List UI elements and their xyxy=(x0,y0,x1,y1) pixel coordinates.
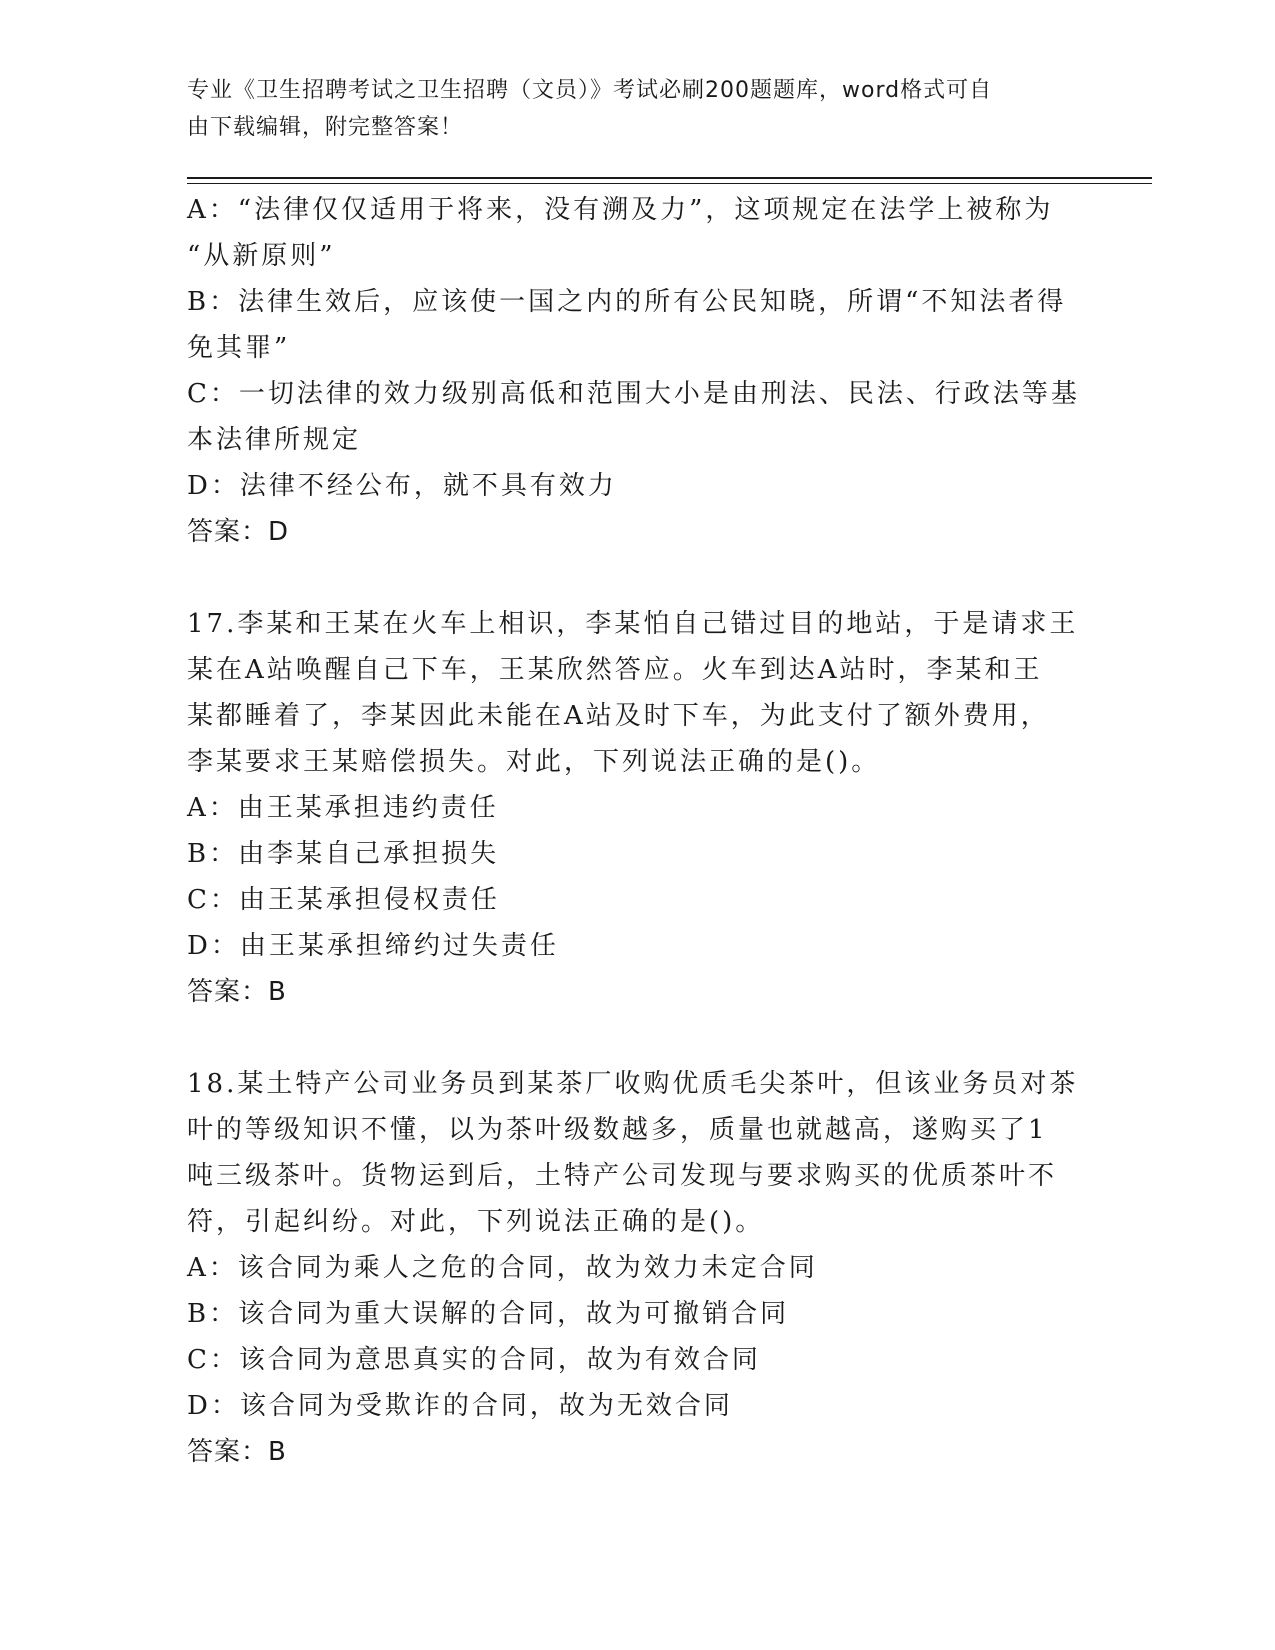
question-17 xyxy=(187,601,1087,1015)
q17-option-d: D：由王某承担缔约过失责任 xyxy=(187,931,559,961)
q17-option-c: C：由王某承担侵权责任 xyxy=(187,885,500,915)
spacer xyxy=(187,555,1087,601)
q17-stem-line-3: 某都睡着了，李某因此未能在A站及时下车，为此支付了额外费用， xyxy=(187,701,1050,731)
q18-stem-line-4: 符，引起纠纷。对此，下列说法正确的是()。 xyxy=(187,1207,765,1237)
q17-stem-line-1: 17.李某和王某在火车上相识，李某怕自己错过目的地站，于是请求王 xyxy=(187,609,1079,639)
q17-answer: 答案：B xyxy=(187,977,287,1007)
header-divider-thick xyxy=(187,177,1152,179)
header-line-2: 由下载编辑，附完整答案！ xyxy=(187,115,464,140)
q18-stem-line-1: 18.某土特产公司业务员到某茶厂收购优质毛尖茶叶，但该业务员对茶 xyxy=(187,1069,1079,1099)
q16-option-d: D：法律不经公布，就不具有效力 xyxy=(187,471,617,501)
question-content xyxy=(187,187,1087,1475)
q18-option-d: D：该合同为受欺诈的合同，故为无效合同 xyxy=(187,1391,733,1421)
q17-option-a: A：由王某承担违约责任 xyxy=(187,793,499,823)
q18-option-a: A：该合同为乘人之危的合同，故为效力未定合同 xyxy=(187,1253,818,1283)
question-18 xyxy=(187,1061,1087,1475)
q17-stem-line-2: 某在A站唤醒自己下车，王某欣然答应。火车到达A站时，李某和王 xyxy=(187,655,1043,685)
q16-option-b-line-2: 免其罪” xyxy=(187,333,291,363)
q18-stem-line-3: 吨三级茶叶。货物运到后，土特产公司发现与要求购买的优质茶叶不 xyxy=(187,1161,1058,1191)
header-line-1: 专业《卫生招聘考试之卫生招聘（文员）》考试必刷200题题库，word格式可自 xyxy=(187,78,993,103)
q17-stem-line-4: 李某要求王某赔偿损失。对此，下列说法正确的是()。 xyxy=(187,747,881,777)
q18-answer: 答案：B xyxy=(187,1437,287,1467)
q16-option-a-line-2: “从新原则” xyxy=(187,241,336,271)
header-divider-thin xyxy=(187,183,1152,184)
q17-option-b: B：由李某自己承担损失 xyxy=(187,839,500,869)
q18-option-c: C：该合同为意思真实的合同，故为有效合同 xyxy=(187,1345,761,1375)
q18-stem-line-2: 叶的等级知识不懂，以为茶叶级数越多，质量也就越高，遂购买了1 xyxy=(187,1115,1048,1145)
document-header xyxy=(187,72,1067,146)
q16-option-a-line-1: A：“法律仅仅适用于将来，没有溯及力”，这项规定在法学上被称为 xyxy=(187,195,1054,225)
q16-option-b-line-1: B：法律生效后，应该使一国之内的所有公民知晓，所谓“不知法者得 xyxy=(187,287,1067,317)
q16-option-c-line-1: C：一切法律的效力级别高低和范围大小是由刑法、民法、行政法等基 xyxy=(187,379,1080,409)
spacer xyxy=(187,1015,1087,1061)
q18-option-b: B：该合同为重大误解的合同，故为可撤销合同 xyxy=(187,1299,790,1329)
question-16 xyxy=(187,187,1087,555)
q16-answer: 答案：D xyxy=(187,517,290,547)
q16-option-c-line-2: 本法律所规定 xyxy=(187,425,362,455)
